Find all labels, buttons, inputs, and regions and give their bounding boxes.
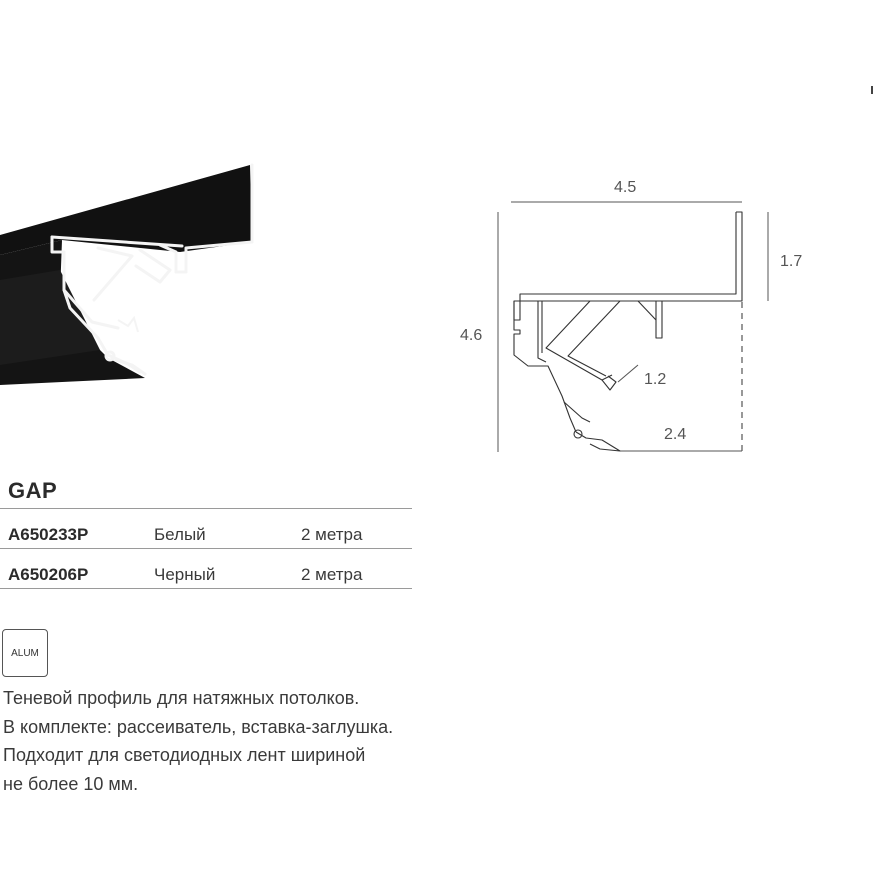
variant-color: Белый: [154, 525, 206, 544]
diffuser-dimension-label: 1.2: [644, 371, 667, 388]
table-row: [0, 549, 412, 589]
description-line: Теневой профиль для натяжных потолков.: [3, 688, 360, 708]
product-title: GAP: [8, 478, 58, 503]
width-dimension-label: 4.5: [614, 179, 637, 196]
variant-color: Черный: [154, 565, 216, 584]
product-description: [3, 684, 443, 798]
profile-cross-section-drawing: [450, 170, 810, 470]
variant-code: A650206P: [8, 565, 89, 584]
variant-length: 2 метра: [301, 565, 363, 584]
variant-code: A650233P: [8, 525, 89, 544]
description-line: В комплекте: рассеиватель, вставка-заглушка.: [3, 716, 394, 737]
material-badge: ALUM: [2, 629, 48, 677]
bottom-dimension-label: 2.4: [664, 426, 687, 443]
product-photo: [0, 160, 260, 390]
height-dimension-label: 4.6: [460, 327, 483, 344]
description-line: Подходит для светодиодных лент шириной: [3, 745, 366, 765]
variant-length: 2 метра: [301, 525, 363, 544]
edge-tick-mark: [871, 86, 873, 94]
variants-table: [0, 508, 412, 589]
description-line: не более 10 мм.: [3, 773, 139, 794]
top-step-dimension-label: 1.7: [780, 253, 803, 270]
table-row: [0, 509, 412, 549]
